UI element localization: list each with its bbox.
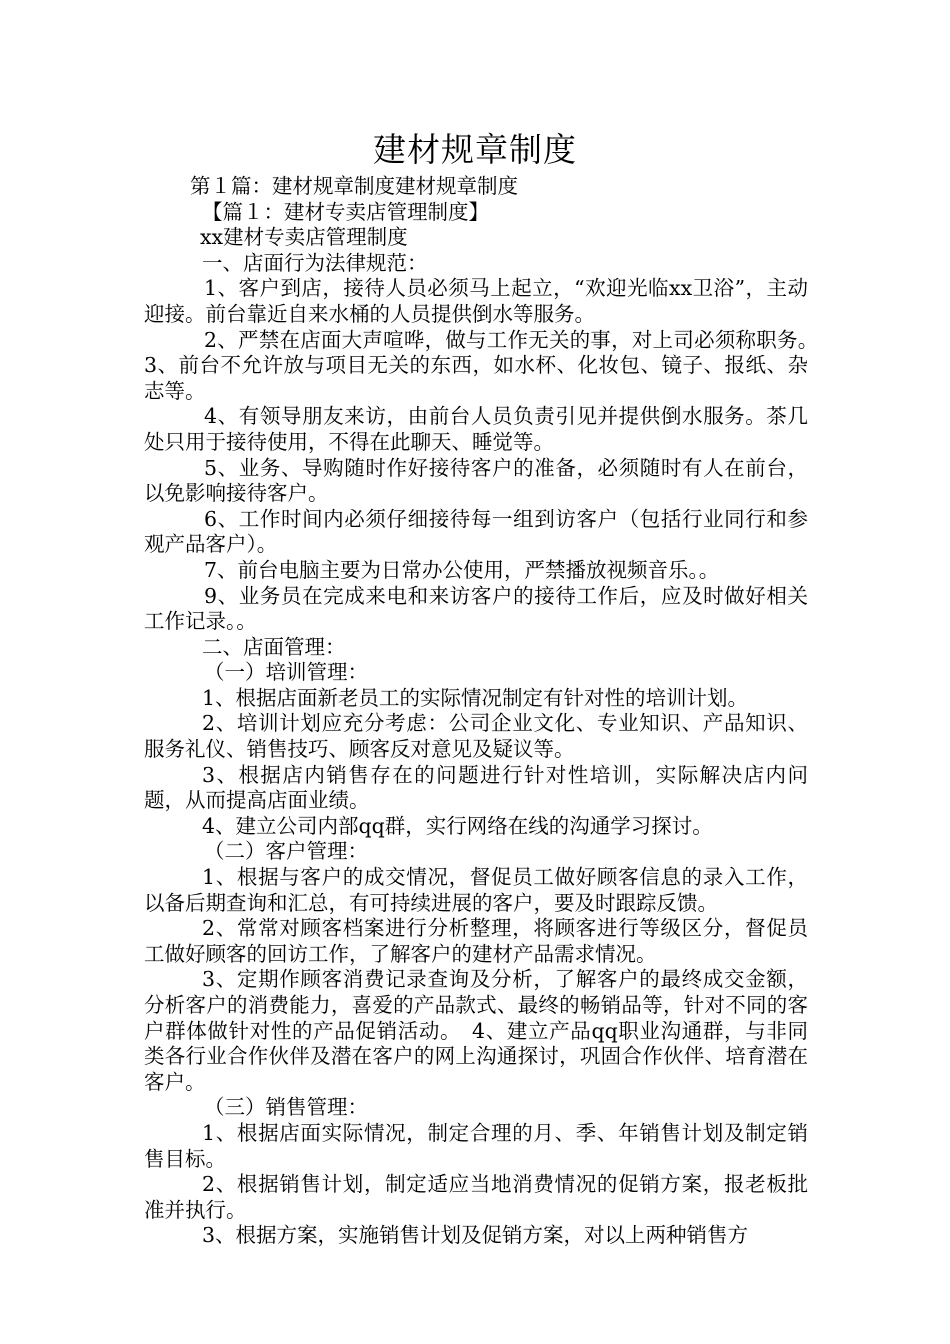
paragraph: 2、培训计划应充分考虑：公司企业文化、专业知识、产品知识、服务礼仪、销售技巧、顾客反对意见及疑议等。 [144, 711, 808, 762]
document-title: 建材规章制度 [373, 130, 577, 169]
paragraph: 3、定期作顾客消费记录查询及分析，了解客户的最终成交金额，分析客户的消费能力，喜爱的产品款式、最终的畅销品等，针对不同的客户群体做针对性的产品促销活动。 4、建立产品qq职业沟通群，与非同类各行业合作伙伴及潜在客户的网上沟通探讨，巩固合作伙伴、培育潜在客户。 [144, 967, 808, 1094]
paragraph: 1、根据与客户的成交情况，督促员工做好顾客信息的录入工作，以备后期查询和汇总，有可持续进展的客户，要及时跟踪反馈。 [144, 865, 808, 915]
document-body [144, 174, 829, 1249]
paragraph: 2、根据销售计划，制定适应当地消费情况的促销方案，报老板批准并执行。 [144, 1172, 808, 1222]
paragraph: （二）客户管理： [204, 839, 368, 864]
paragraph: 二、店面管理： [202, 634, 346, 659]
paragraph: 4、建立公司内部qq群，实行网络在线的沟通学习探讨。 [202, 813, 713, 838]
paragraph: 1、客户到店，接待人员必须马上起立，“欢迎光临xx卫浴”，主动迎接。前台靠近自来水桶的人员提供倒水等服务。 [144, 276, 808, 326]
paragraph: 2、常常对顾客档案进行分析整理，将顾客进行等级区分，督促员工做好顾客的回访工作，了解客户的建材产品需求情况。 [144, 916, 808, 966]
paragraph: 9、业务员在完成来电和来访客户的接待工作后，应及时做好相关工作记录。。 [144, 583, 808, 634]
paragraph: 4、有领导朋友来访，由前台人员负责引见并提供倒水服务。茶几处只用于接待使用，不得在此聊天、睡觉等。 [144, 404, 808, 454]
paragraph: 一、店面行为法律规范： [202, 250, 428, 275]
paragraph: 5、业务、导购随时作好接待客户的准备，必须随时有人在前台，以免影响接待客户。 [144, 455, 808, 506]
paragraph: 2、严禁在店面大声喧哗，做与工作无关的事，对上司必须称职务。 3、前台不允许放与项目无关的东西，如水杯、化妆包、镜子、报纸、杂志等。 [144, 327, 829, 403]
paragraph: 7、前台电脑主要为日常办公使用，严禁播放视频音乐。。 [204, 557, 720, 582]
paragraph: 3、根据方案，实施销售计划及促销方案，对以上两种销售方 [202, 1223, 749, 1248]
paragraph: 1、根据店面新老员工的实际情况制定有针对性的培训计划。 [202, 685, 749, 710]
paragraph: （一）培训管理： [204, 660, 368, 685]
paragraph: 1、根据店面实际情况，制定合理的月、季、年销售计划及制定销售目标。 [144, 1120, 808, 1171]
paragraph: xx建材专卖店管理制度 [200, 225, 408, 250]
paragraph: 3、根据店内销售存在的问题进行针对性培训，实际解决店内问题，从而提高店面业绩。 [144, 762, 808, 813]
paragraph: 【篇１：建材专卖店管理制度】 [202, 199, 489, 224]
paragraph: 第１篇：建材规章制度建材规章制度 [190, 174, 518, 198]
paragraph: （三）销售管理： [204, 1095, 368, 1120]
paragraph: 6、工作时间内必须仔细接待每一组到访客户（包括行业同行和参观产品客户）。 [144, 506, 808, 557]
